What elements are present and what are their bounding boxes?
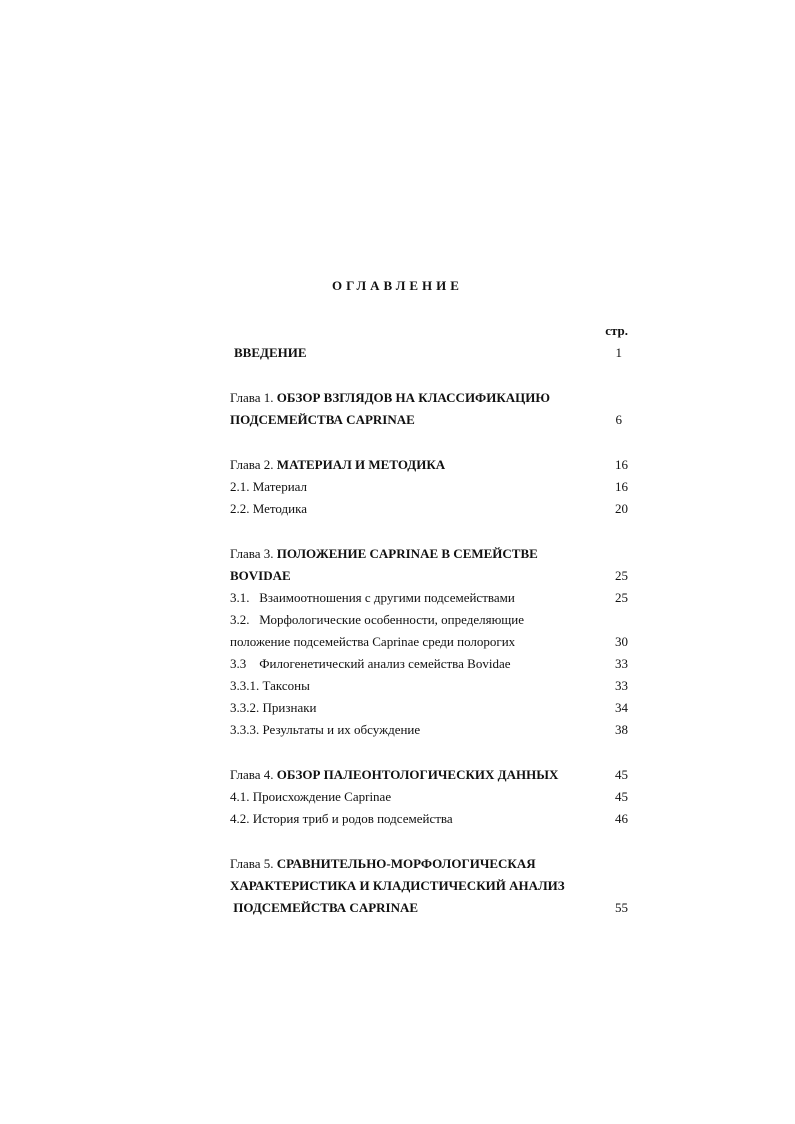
toc-entry-page: 30	[615, 634, 628, 649]
toc-entry-label: 2.2. Методика	[230, 501, 308, 516]
toc-entry-chapter-1-cont	[230, 409, 628, 431]
toc-entry-page: 20	[615, 501, 628, 516]
toc-entry-page: 34	[615, 700, 628, 715]
page-column-header-row	[230, 320, 628, 342]
toc-entry-page: 55	[615, 900, 628, 915]
chapter-title-line3: ПОДСЕМЕЙСТВА CAPRINAE	[230, 900, 419, 915]
toc-entry-4-1	[230, 786, 628, 808]
toc-entry-label: 4.1. Происхождение Caprinae	[230, 789, 392, 804]
chapter-title-line2: ПОДСЕМЕЙСТВА CAPRINAE	[230, 412, 415, 427]
toc-entry-page: 45	[615, 767, 628, 782]
toc-entry-page: 45	[615, 789, 628, 804]
toc-entry-label-line2: положение подсемейства Caprinae среди полорогих	[230, 634, 516, 649]
toc-entry-page: 16	[615, 479, 628, 494]
toc-entry-label: 4.2. История триб и родов подсемейства	[230, 811, 453, 826]
chapter-title-line1: СРАВНИТЕЛЬНО-МОРФОЛОГИЧЕСКАЯ	[276, 856, 536, 871]
chapter-title-line1: ПОЛОЖЕНИЕ CAPRINAE В СЕМЕЙСТВЕ	[276, 546, 538, 561]
chapter-prefix: Глава 1.	[230, 390, 277, 405]
toc-entry-label: 3.3.2. Признаки	[230, 700, 317, 715]
toc-entry-page: 25	[615, 590, 628, 605]
toc-entry-3-2-cont	[230, 631, 628, 653]
toc-entry-label: ВВЕДЕНИЕ	[234, 345, 307, 360]
chapter-prefix: Глава 3.	[230, 546, 277, 561]
toc-entry-2-2	[230, 498, 628, 520]
chapter-title-line1: ОБЗОР ВЗГЛЯДОВ НА КЛАССИФИКАЦИЮ	[276, 390, 551, 405]
toc-entry-page: 25	[615, 568, 628, 583]
toc-entry-3-3-2	[230, 697, 628, 719]
toc-entry-label: 3.3.1. Таксоны	[230, 678, 310, 693]
toc-entry-page: 6	[615, 412, 622, 427]
chapter-title: ОБЗОР ПАЛЕОНТОЛОГИЧЕСКИХ ДАННЫХ	[276, 767, 559, 782]
chapter-title-line2: ХАРАКТЕРИСТИКА И КЛАДИСТИЧЕСКИЙ АНАЛИЗ	[230, 878, 565, 893]
toc-entry-label: 2.1. Материал	[230, 479, 308, 494]
toc-entry-page: 46	[615, 811, 628, 826]
toc-entry-chapter-1	[230, 387, 628, 409]
toc-entry-label: 3.1. Взаимоотношения с другими подсемействами	[230, 590, 515, 605]
toc-entry-3-1	[230, 587, 628, 609]
toc-entry-chapter-3	[230, 543, 628, 565]
toc-entry-label-line1: 3.2. Морфологические особенности, определяющие	[230, 612, 525, 627]
toc-entry-4-2	[230, 808, 628, 830]
toc-entry-intro	[230, 342, 628, 364]
toc-entry-chapter-5	[230, 853, 628, 875]
chapter-prefix: Глава 4.	[230, 767, 277, 782]
chapter-prefix: Глава 5.	[230, 856, 277, 871]
chapter-prefix: Глава 2.	[230, 457, 277, 472]
toc-entry-page: 16	[615, 457, 628, 472]
table-of-contents	[230, 320, 628, 919]
toc-entry-page: 33	[615, 656, 628, 671]
toc-entry-chapter-4	[230, 764, 628, 786]
chapter-title-line2: BOVIDAE	[230, 568, 291, 583]
toc-entry-3-3-3	[230, 719, 628, 741]
toc-entry-2-1	[230, 476, 628, 498]
chapter-title: МАТЕРИАЛ И МЕТОДИКА	[276, 457, 446, 472]
toc-entry-chapter-2	[230, 454, 628, 476]
toc-title: ОГЛАВЛЕНИЕ	[332, 278, 463, 293]
toc-entry-label: 3.3.3. Результаты и их обсуждение	[230, 722, 421, 737]
toc-entry-chapter-5-cont2	[230, 897, 628, 919]
page-column-header: стр.	[605, 323, 628, 338]
toc-entry-page: 33	[615, 678, 628, 693]
toc-entry-chapter-3-cont	[230, 565, 628, 587]
toc-entry-chapter-5-cont	[230, 875, 628, 897]
toc-entry-3-3	[230, 653, 628, 675]
toc-entry-3-3-1	[230, 675, 628, 697]
toc-entry-label: 3.3 Филогенетический анализ семейства Bovidae	[230, 656, 511, 671]
toc-entry-page: 1	[615, 345, 622, 360]
toc-entry-page: 38	[615, 722, 628, 737]
toc-entry-3-2	[230, 609, 628, 631]
